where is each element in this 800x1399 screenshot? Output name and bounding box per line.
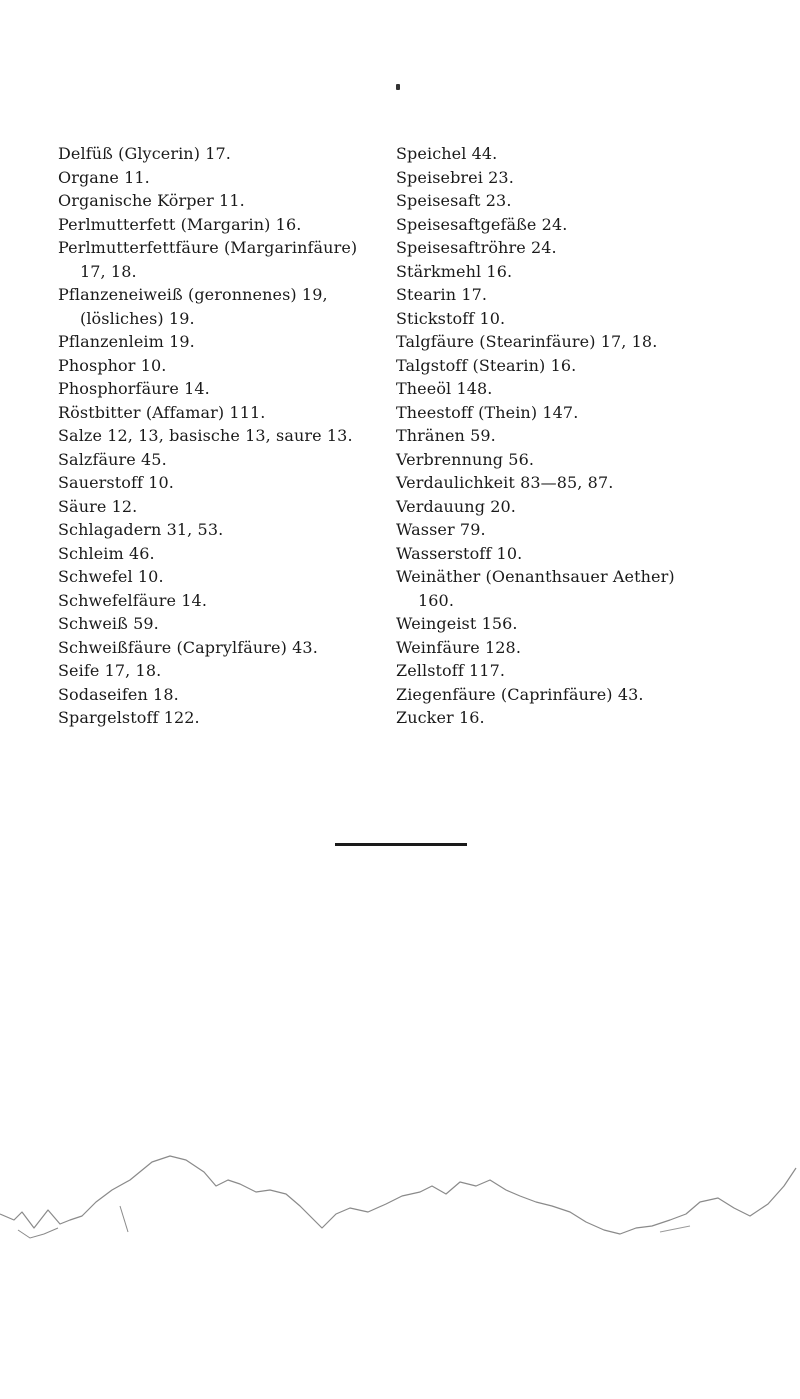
- torn-page-edge: [0, 1150, 800, 1240]
- index-entry-continuation: 160.: [418, 590, 455, 610]
- index-entry: Phosphorfäure 14.: [58, 379, 210, 398]
- index-entry: Weinfäure 128.: [396, 637, 522, 657]
- index-entry: Pflanzenleim 19.: [58, 332, 195, 351]
- ink-mark: [396, 84, 400, 90]
- index-entry: Weingeist 156.: [396, 614, 518, 633]
- index-entry: Theeöl 148.: [396, 379, 493, 398]
- index-column-left: [58, 142, 380, 730]
- index-entry: Stearin 17.: [396, 285, 488, 304]
- index-entry: Schweiß 59.: [58, 614, 159, 633]
- index-entry: Spargelstoff 122.: [58, 708, 200, 727]
- index-entry: Speichel 44.: [396, 144, 498, 163]
- index-entry: Talgfäure (Stearinfäure) 17, 18.: [396, 332, 658, 351]
- index-entry: Wasserstoff 10.: [396, 543, 523, 563]
- index-entry: Wasser 79.: [396, 520, 486, 539]
- index-entry: Weinäther (Oenanthsauer Aether): [396, 567, 675, 586]
- index-entry: Stickstoff 10.: [396, 308, 506, 328]
- index-entry: Organische Körper 11.: [58, 191, 245, 210]
- index-entry: Pflanzeneiweiß (geronnenes) 19,: [58, 285, 328, 304]
- index-entry: Verdaulichkeit 83—85, 87.: [396, 473, 614, 492]
- index-entry: Perlmutterfettfäure (Margarinfäure): [58, 238, 358, 257]
- index-entry: Sodaseifen 18.: [58, 684, 179, 704]
- index-entry: Verbrennung 56.: [396, 449, 535, 469]
- index-entry: Schwefel 10.: [58, 567, 164, 586]
- index-entry-continuation: 17, 18.: [80, 261, 137, 281]
- index-entry: Talgstoff (Stearin) 16.: [396, 355, 577, 375]
- index-entry: Delfüß (Glycerin) 17.: [58, 144, 231, 163]
- index-column-right: [396, 142, 768, 730]
- index-entry: Säure 12.: [58, 496, 138, 516]
- index-entry-continuation: (lösliches) 19.: [80, 308, 195, 328]
- index-entry: Schwefelfäure 14.: [58, 590, 208, 610]
- index-entry: Thränen 59.: [396, 426, 496, 445]
- index-entry: Sauerstoff 10.: [58, 473, 174, 492]
- index-entry: Speisesaftröhre 24.: [396, 238, 557, 257]
- index-entry: Verdauung 20.: [396, 496, 516, 516]
- index-entry: Schleim 46.: [58, 543, 155, 563]
- index-entry: Speisesaftgefäße 24.: [396, 214, 568, 234]
- index-entry: Speisesaft 23.: [396, 191, 512, 210]
- index-entry: Zellstoff 117.: [396, 661, 506, 680]
- index-entry: Organe 11.: [58, 167, 150, 187]
- index-entry: Salzfäure 45.: [58, 449, 167, 469]
- index-entry: Ziegenfäure (Caprinfäure) 43.: [396, 684, 644, 704]
- index-entry: Perlmutterfett (Margarin) 16.: [58, 214, 302, 234]
- index-entry: Stärkmehl 16.: [396, 261, 513, 281]
- end-rule: [335, 843, 467, 846]
- index-entry: Seife 17, 18.: [58, 661, 162, 680]
- index-entry: Salze 12, 13, basische 13, saure 13.: [58, 426, 353, 445]
- index-entry: Theestoff (Thein) 147.: [396, 402, 579, 422]
- index-entry: Schweißfäure (Caprylfäure) 43.: [58, 637, 318, 657]
- index-entry: Schlagadern 31, 53.: [58, 520, 224, 539]
- index-entry: Phosphor 10.: [58, 355, 167, 375]
- index-entry: Röstbitter (Affamar) 111.: [58, 402, 266, 422]
- index-entry: Zucker 16.: [396, 708, 485, 727]
- index-entry: Speisebrei 23.: [396, 167, 514, 187]
